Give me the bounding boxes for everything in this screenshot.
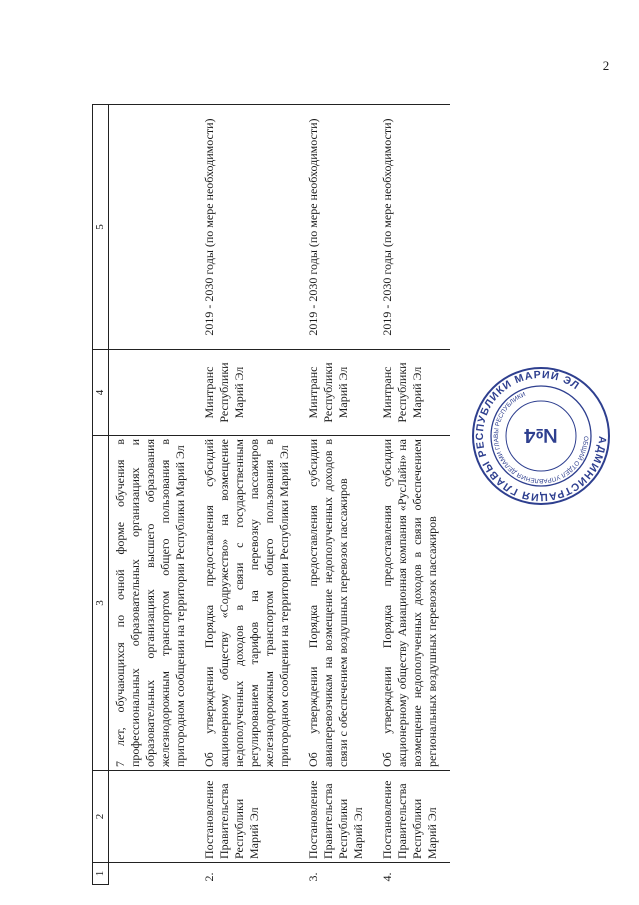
table-header-row: [93, 105, 109, 885]
column-header-3: 3: [93, 436, 109, 771]
period: 2019 - 2030 годы (по мере необходимости): [302, 105, 376, 350]
stamp-outer-text: АДМИНИСТРАЦИЯ ГЛАВЫ РЕСПУБЛИКИ МАРИЙ ЭЛ: [473, 368, 609, 504]
document-title: Об утверждении Порядка предоставления субсидий акционерному обществу «Содружество» на возмещение недополученных доходов в связи с государственным регулированием тарифов на перевозку пассажиров железнодорожным транспортом общего пользования в пригородном сообщении на территории Республики Марий Эл: [198, 436, 302, 771]
row-number: [109, 863, 199, 885]
table-row: [109, 105, 199, 885]
measures-table: [92, 104, 450, 885]
table-row: [302, 105, 376, 885]
document-type: Постановление Правительства Республики Марий Эл: [376, 771, 450, 863]
row-number: 4.: [376, 863, 450, 885]
table-row: [376, 105, 450, 885]
executor: Минтранс Республики Марий Эл: [302, 350, 376, 436]
document-type: [109, 771, 199, 863]
row-number: 2.: [198, 863, 302, 885]
period: 2019 - 2030 годы (по мере необходимости): [198, 105, 302, 350]
official-stamp: [470, 365, 612, 507]
document-title: Об утверждении Порядка предоставления субсидии акционерному обществу Авиационная компания «РусЛайн» на возмещение недополученных доходов в связи обеспечением региональных воздушных перевозок пассажиров: [376, 436, 450, 771]
executor: Минтранс Республики Марий Эл: [376, 350, 450, 436]
period: [109, 105, 199, 350]
stamp-inner-text: ОБЩИЙ ОТДЕЛ УПРАВЛЕНИЯ ДЕЛАМИ ГЛАВЫ РЕСПУБЛИКИ: [492, 391, 590, 485]
document-title: 7 лет, обучающихся по очной форме обучения в профессиональных образовательных организациях и образовательных организациях высшего образования железнодорожным транспортом общего пользования в пригородном сообщении на территории Республики Марий Эл: [109, 436, 199, 771]
period: 2019 - 2030 годы (по мере необходимости): [376, 105, 450, 350]
document-title: Об утверждении Порядка предоставления субсидии авиаперевозчикам на возмещение недополученных доходов в связи с обеспечением воздушных перевозок пассажиров: [302, 436, 376, 771]
column-header-5: 5: [93, 105, 109, 350]
column-header-1: 1: [93, 863, 109, 885]
row-number: 3.: [302, 863, 376, 885]
page-number: 2: [602, 58, 610, 73]
executor: [109, 350, 199, 436]
executor: Минтранс Республики Марий Эл: [198, 350, 302, 436]
stamp-center-number: №4: [524, 424, 558, 446]
column-header-4: 4: [93, 350, 109, 436]
column-header-2: 2: [93, 771, 109, 863]
document-type: Постановление Правительства Республики Марий Эл: [302, 771, 376, 863]
table-row: [198, 105, 302, 885]
document-type: Постановление Правительства Республики Марий Эл: [198, 771, 302, 863]
